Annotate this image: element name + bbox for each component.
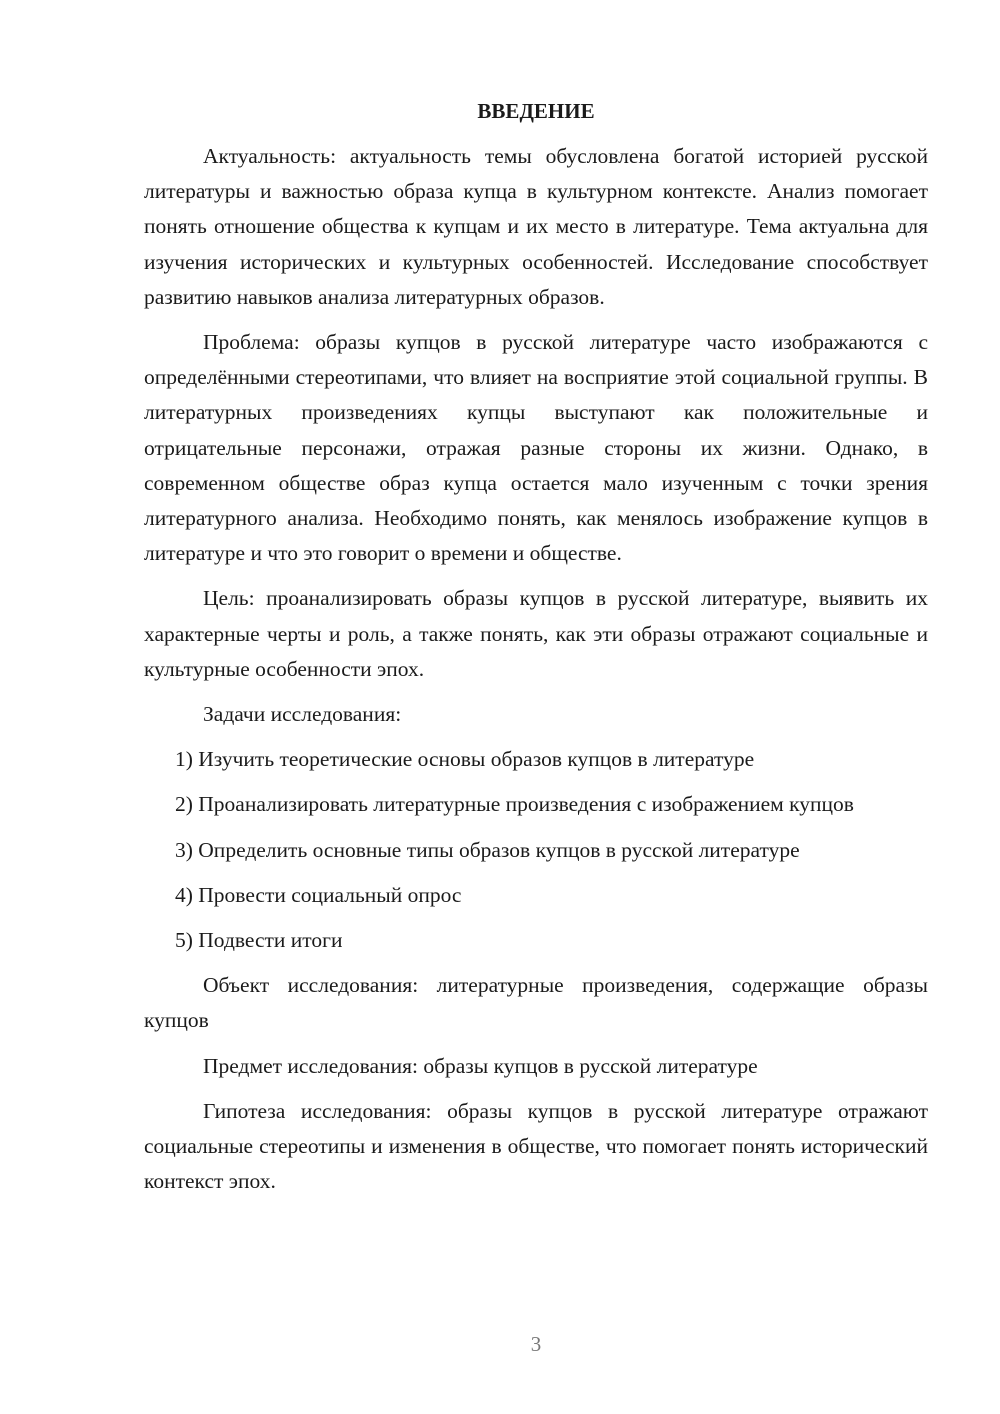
task-item: 2) Проанализировать литературные произведения с изображением купцов [175,792,854,817]
paragraph-goal: Цель: проанализировать образы купцов в русской литературе, выявить их характерные черты и роль, а также понять, как эти образы отражают социальные и культурные особенности эпох. [144,586,928,681]
page-number: 3 [530,1332,542,1356]
paragraph-object: Объект исследования: литературные произведения, содержащие образы купцов [144,973,928,1033]
task-item: 3) Определить основные типы образов купцов в русской литературе [175,837,800,862]
task-item: 1) Изучить теоретические основы образов купцов в литературе [175,747,755,772]
tasks-heading: Задачи исследования: [203,702,402,727]
paragraph-relevance: Актуальность: актуальность темы обусловлена богатой историей русской литературы и важностью образа купца в культурном контексте. Анализ помогает понять отношение общества к купцам и их место в литературе. Тема актуальна для изучения исторических и культурных особенностей. Исследование способствует развитию навыков анализа литературных образов. [144,144,928,309]
task-item: 5) Подвести итоги [175,928,343,953]
document-page [144,94,928,1199]
paragraph-problem: Проблема: образы купцов в русской литературе часто изображаются с определёнными стереотипами, что влияет на восприятие этой социальной группы. В литературных произведениях купцы выступают как положительные и отрицательные персонажи, отражая разные стороны их жизни. Однако, в современном обществе образ купца остается мало изученным с точки зрения литературного анализа. Необходимо понять, как менялось изображение купцов в литературе и что это говорит о времени и обществе. [144,330,928,566]
task-item: 4) Провести социальный опрос [175,882,462,907]
paragraph-hypothesis: Гипотеза исследования: образы купцов в русской литературе отражают социальные стереотипы и изменения в обществе, что помогает понять исторический контекст эпох. [144,1098,928,1194]
document-title: ВВЕДЕНИЕ [477,99,595,123]
tasks-list [144,742,928,958]
paragraph-subject: Предмет исследования: образы купцов в русской литературе [203,1053,758,1078]
